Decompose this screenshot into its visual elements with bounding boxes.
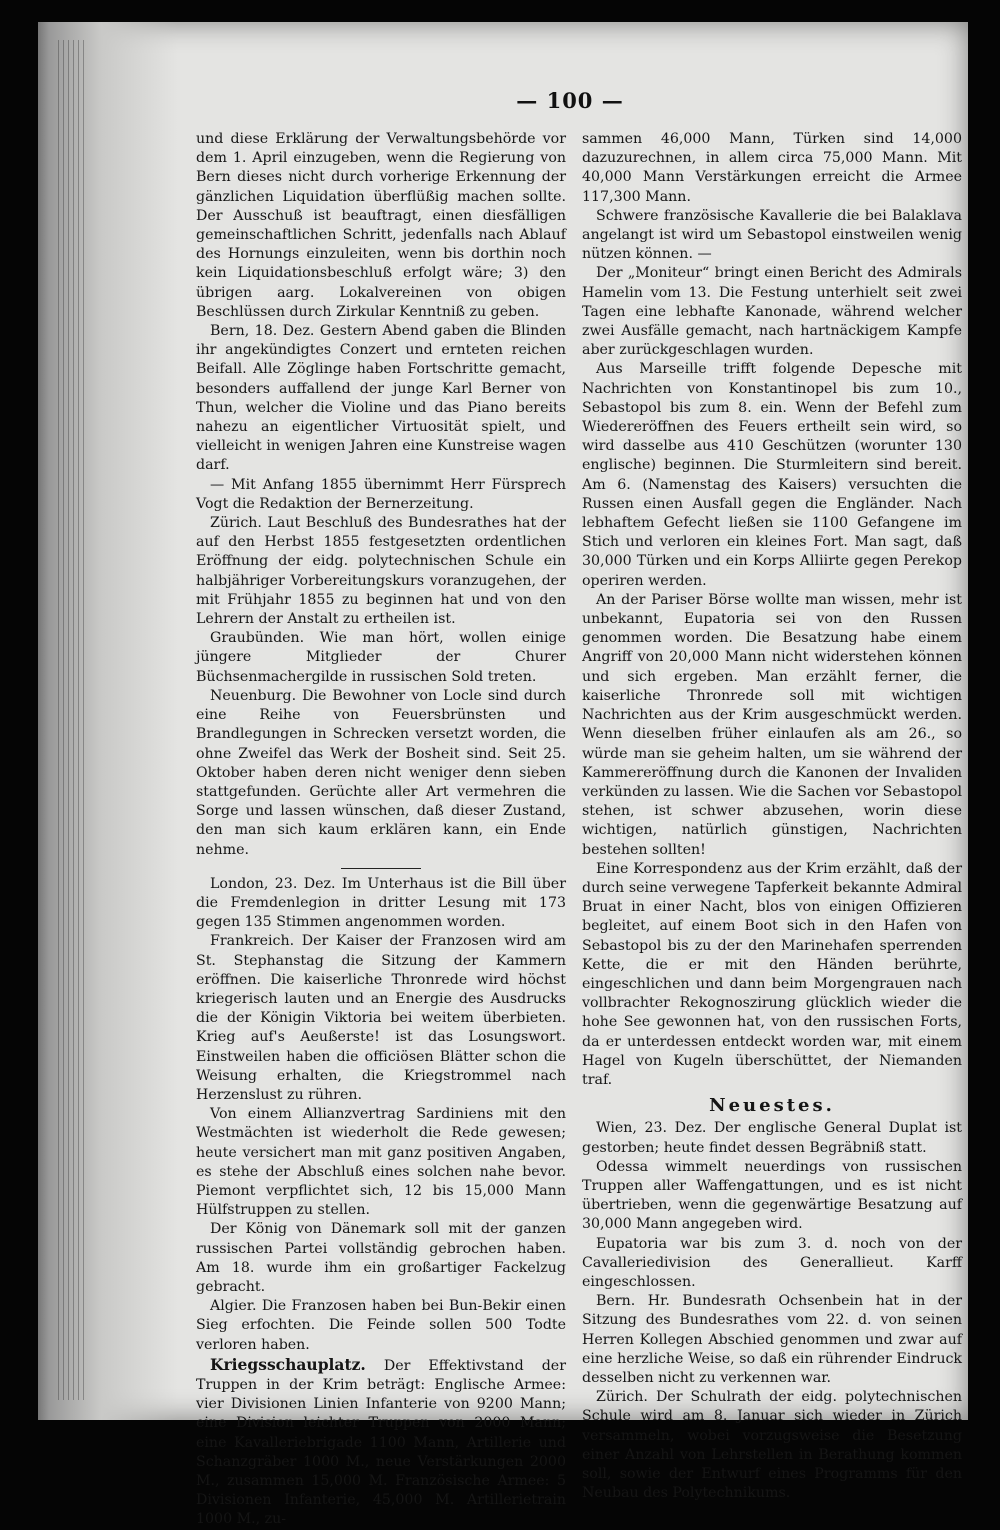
right-column — [582, 130, 962, 1503]
paragraph: Algier. Die Franzosen haben bei Bun-Bekir einen Sieg erfochten. Die Feinde sollen 500 Todte verloren haben. — [196, 1298, 566, 1353]
paragraph: Zürich. Der Schulrath der eidg. polytechnischen Schule wird am 8. Januar sich wieder in Zürich versammeln, wobei vorzugsweise die Besetzung einer Anzahl von Lehrstellen in Berathung kommen soll, sowie der Entwurf eines Programms für den Neubau des Polytechnikums. — [582, 1389, 962, 1502]
paragraph: Von einem Allianzvertrag Sardiniens mit den Westmächten ist wiederholt die Rede gewesen; heute versichert man mit ganz positiven Angaben, es stehe der Abschluß eines solchen nahe bevor. Piemont verpflichtet sich, 12 bis 15,000 Mann Hülfstruppen zu stellen. — [196, 1106, 566, 1219]
paragraph: Der „Moniteur“ bringt einen Bericht des Admirals Hamelin vom 13. Die Festung unterhielt seit zwei Tagen eine lebhafte Kanonade, während welcher zwei Ausfälle gemacht, nach hartnäckigem Kampfe aber zurückgeschlagen wurden. — [582, 265, 962, 359]
paragraph: sammen 46,000 Mann, Türken sind 14,000 dazuzurechnen, in allem circa 75,000 Mann. Mit 40,000 Mann Verstärkungen erreicht die Armee 117,300 Mann. — [582, 131, 962, 205]
paragraph: Bern, 18. Dez. Gestern Abend gaben die Blinden ihr angekündigtes Conzert und ernteten reichen Beifall. Alle Zöglinge haben Fortschritte gemacht, besonders auffallend der junge Karl Berner von Thun, welcher die Violine und das Piano bereits nahezu an eigentlicher Virtuosität spielt, und vielleicht in wenigen Jahren eine Kunstreise wagen darf. — [196, 323, 566, 474]
neuestes-heading: Neuestes. — [709, 1095, 835, 1117]
paragraph: Wien, 23. Dez. Der englische General Duplat ist gestorben; heute findet dessen Begräbniß statt. — [582, 1120, 962, 1156]
paragraph: An der Pariser Börse wollte man wissen, mehr ist unbekannt, Eupatoria sei von den Russen genommen worden. Die Besatzung habe einem Angriff von 20,000 Mann nicht widerstehen können und sich ergeben. Man erzählt ferner, die kaiserliche Thronrede soll mit wichtigen Nachrichten aus der Krim ausgeschmückt werden. Wenn dieselben früher einlaufen als am 26., so würde man sie geheim halten, um sie während der Kammereröffnung durch die Kanonen der Invaliden verkünden zu lassen. Wie die Sachen vor Sebastopol stehen, ist schwer abzusehen, worin diese wichtigen, natürlich günstigen, Nachrichten bestehen sollten! — [582, 591, 962, 858]
paragraph: Graubünden. Wie man hört, wollen einige jüngere Mitglieder der Churer Büchsenmachergilde in russischen Sold treten. — [196, 630, 566, 685]
paragraph: Neuenburg. Die Bewohner von Locle sind durch eine Reihe von Feuersbrünsten und Brandlegungen in Schrecken versetzt worden, die ohne Zweifel das Werk der Bosheit sind. Seit 25. Oktober haben deren nicht weniger denn sieben stattgefunden. Gerüchte aller Art vermehren die Sorge und lassen wünschen, daß dieser Zustand, den man sich kaum erklären kann, ein Ende nehme. — [196, 687, 566, 858]
kriegsschauplatz-paragraph — [196, 1355, 566, 1530]
paragraph: Eine Korrespondenz aus der Krim erzählt, daß der durch seine verwegene Tapferkeit bekannte Admiral Bruat in einer Nacht, blos von einigen Offizieren begleitet, auf einem Boot sich in den Hafen von Sebastopol bis zu der den Marinehafen sperrenden Kette, die er mit den Händen berührte, eingeschlichen und dann beim Morgengrauen nach vollbrachter Rekognoszirung glücklich wieder die hohe See gewonnen hat, von den russischen Forts, da er unterdessen entdeckt worden war, mit einem Hagel von Kugeln überschüttet, der Niemanden traf. — [582, 860, 962, 1088]
paragraph: London, 23. Dez. Im Unterhaus ist die Bill über die Fremdenlegion in dritter Lesung mit 173 gegen 135 Stimmen angenommen worden. — [196, 875, 566, 931]
page-edges — [58, 40, 88, 1400]
paragraph: Aus Marseille trifft folgende Depesche mit Nachrichten von Konstantinopel bis zum 10., Sebastopol bis zum 8. ein. Wenn der Befehl zum Wiedereröffnen des Feuers ertheilt sein wird, so wird dasselbe aus 410 Geschützen (worunter 130 englische) beginnen. Die Sturmleitern sind bereit. Am 6. (Namenstag des Kaisers) versuchten die Russen einen Ausfall gegen die Engländer. Nach lebhaftem Gefecht ließen sie 1100 Gefangene im Stich und verloren ein kleines Fort. Man sagt, daß 30,000 Türken und ein Korps Alliirte gegen Perekop operiren werden. — [582, 361, 962, 589]
paragraph: — Mit Anfang 1855 übernimmt Herr Fürsprech Vogt die Redaktion der Bernerzeitung. — [196, 476, 566, 512]
paragraph: Der König von Dänemark soll mit der ganzen russischen Partei vollständig gebrochen haben. Am 18. wurde ihm ein großartiger Fackelzug gebracht. — [196, 1221, 566, 1295]
paragraph: Schwere französische Kavallerie die bei Balaklava angelangt ist wird um Sebastopol einstweilen wenig nützen können. — — [582, 207, 962, 263]
paragraph: Eupatoria war bis zum 3. d. noch von der Cavalleriedivision des Generallieut. Karff eingeschlossen. — [582, 1235, 962, 1290]
paragraph: Odessa wimmelt neuerdings von russischen Truppen aller Waffengattungen, und es ist nicht übertrieben, wenn die gegenwärtige Besatzung auf 30,000 Mann angegeben wird. — [582, 1158, 962, 1233]
paragraph: und diese Erklärung der Verwaltungsbehörde vor dem 1. April einzugeben, wenn die Regierung von Bern dieses nicht durch vorherige Erkennung der gänzlichen Liquidation überflüßig machen sollte. Der Ausschuß ist beauftragt, einen diesfälligen gemeinschaftlichen Schritt, jedenfalls nach Ablauf des Hornungs einzuleiten, wenn bis dorthin noch kein Liquidationsbeschluß erfolgt wäre; 3) den übrigen aarg. Lokalvereinen von obigen Beschlüssen durch Zirkular Kenntniß zu geben. — [196, 131, 566, 320]
paragraph: Bern. Hr. Bundesrath Ochsenbein hat in der Sitzung des Bundesrathes vom 22. d. von seinen Herren Kollegen Abschied genommen und zwar auf eine herzliche Weise, so daß ein rührender Eindruck desselben nicht zu verkennen war. — [582, 1293, 962, 1386]
paragraph: Frankreich. Der Kaiser der Franzosen wird am St. Stephanstag die Sitzung der Kammern eröffnen. Die kaiserliche Thronrede wird höchst kriegerisch lauten und an Energie des Ausdrucks die der Königin Viktoria bei weitem überbieten. Krieg auf's Aeußerste! ist das Losungswort. Einstweilen haben die officiösen Blätter schon die Weisung erhalten, die Kriegstrommel nach Herzenslust zu rühren. — [196, 933, 566, 1103]
left-column — [196, 130, 566, 1530]
page-number: — 100 — — [516, 88, 624, 113]
kriegsschauplatz-heading: Kriegsschauplatz. — [210, 1354, 366, 1374]
paragraph: Zürich. Laut Beschluß des Bundesrathes hat der auf den Herbst 1855 festgesetzten ordentlichen Eröffnung der eidg. polytechnischen Schule ein halbjähriger Vorbereitungskurs voranzugehen, der mit Frühjahr 1855 zu beginnen hat und von den Lehrern der Anstalt zu ertheilen ist. — [196, 515, 566, 628]
paragraph-text: Der Effektivstand der Truppen in der Krim beträgt: Englische Armee: vier Divisionen Linien Infanterie von 9200 Mann; eine Division leichter Truppen von 2000 Mann; eine Kavalleriebrigade 1100 Mann, Artillerie und Schanzgräber 1000 M., neue Verstärkungen 2000 M., zusammen 15,000 M. Französische Armee: 5 Divisionen Infanterie, 45,000 M. Artillerietrain 1000 M., zu- — [196, 1357, 566, 1528]
section-divider — [341, 868, 421, 869]
